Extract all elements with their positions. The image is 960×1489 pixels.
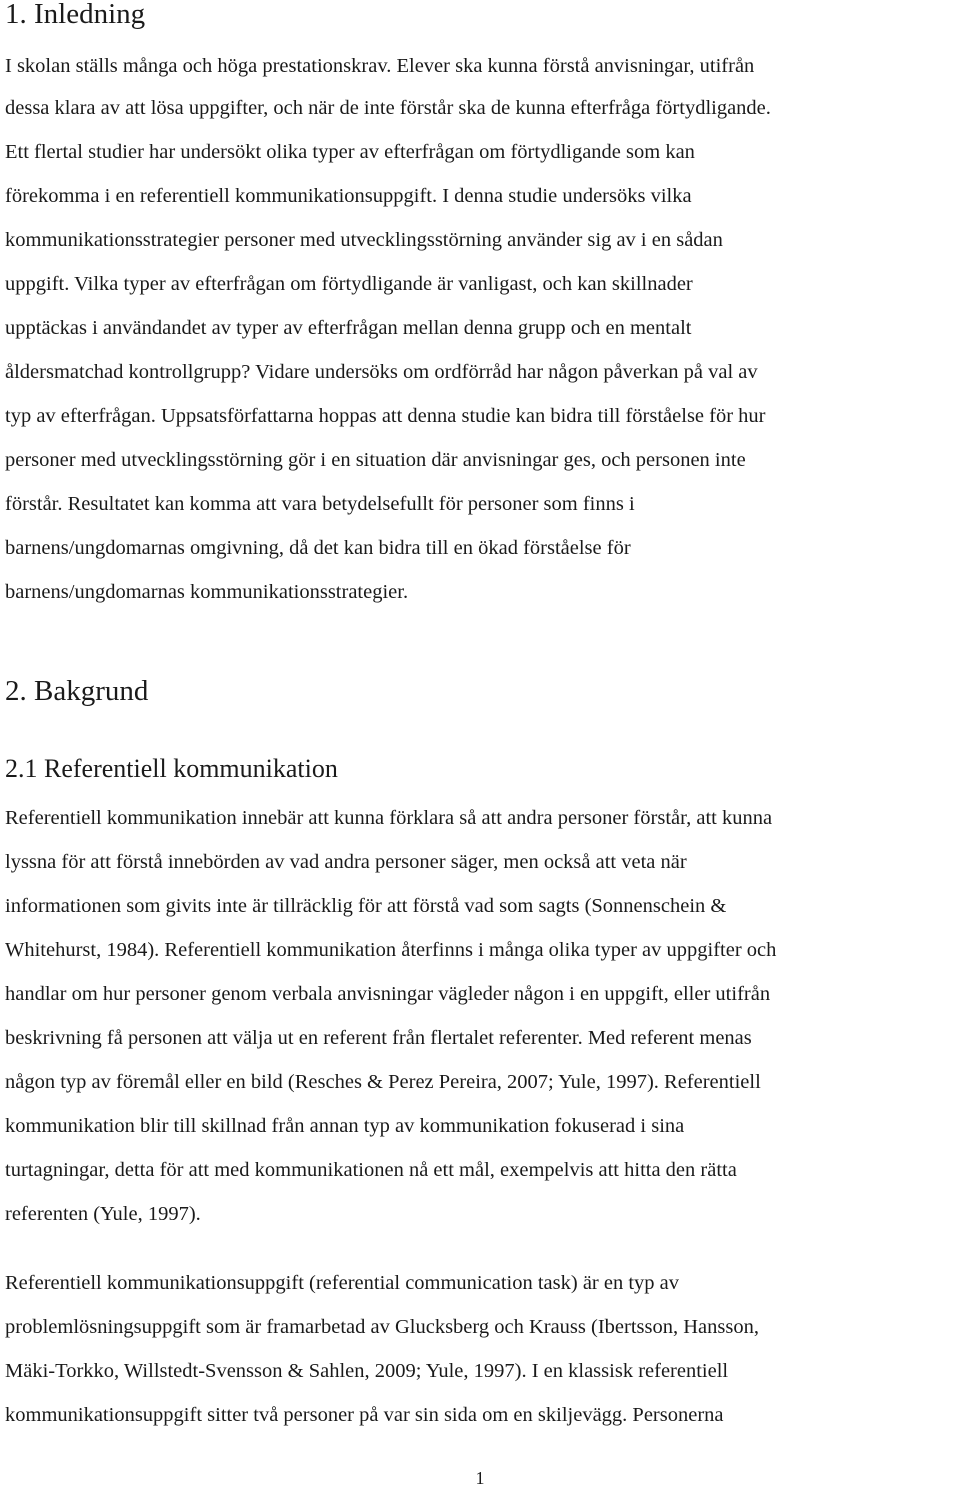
text-line: typ av efterfrågan. Uppsatsförfattarna hoppas att denna studie kan bidra till förståelse för hur	[5, 405, 766, 427]
text-line: någon typ av föremål eller en bild (Resches & Perez Pereira, 2007; Yule, 1997). Referentiell	[5, 1071, 761, 1093]
section-heading-bakgrund: 2. Bakgrund	[5, 675, 149, 707]
text-line: förstår. Resultatet kan komma att vara betydelsefullt för personer som finns i	[5, 493, 635, 515]
text-line: åldersmatchad kontrollgrupp? Vidare undersöks om ordförråd har någon påverkan på val av	[5, 361, 758, 383]
text-line: Whitehurst, 1984). Referentiell kommunikation återfinns i många olika typer av uppgifter och	[5, 939, 777, 961]
page-number: 1	[475, 1468, 485, 1488]
text-line: kommunikationsuppgift sitter två personer på var sin sida om en skiljevägg. Personerna	[5, 1404, 724, 1426]
text-line: Ett flertal studier har undersökt olika typer av efterfrågan om förtydligande som kan	[5, 141, 695, 163]
text-line: Referentiell kommunikationsuppgift (referential communication task) är en typ av	[5, 1272, 680, 1294]
text-line: beskrivning få personen att välja ut en referent från flertalet referenter. Med referent menas	[5, 1027, 752, 1049]
text-line: barnens/ungdomarnas omgivning, då det kan bidra till en ökad förståelse för	[5, 537, 631, 559]
text-line: förekomma i en referentiell kommunikationsuppgift. I denna studie undersöks vilka	[5, 185, 692, 207]
paragraph-inledning	[5, 46, 960, 614]
text-line: problemlösningsuppgift som är framarbetad av Glucksberg och Krauss (Ibertsson, Hansson,	[5, 1316, 759, 1338]
text-line: Referentiell kommunikation innebär att kunna förklara så att andra personer förstår, att kunna	[5, 807, 773, 829]
text-line: upptäckas i användandet av typer av efterfrågan mellan denna grupp och en mentalt	[5, 317, 692, 339]
text-line: Mäki-Torkko, Willstedt-Svensson & Sahlen, 2009; Yule, 1997). I en klassisk referentiell	[5, 1360, 729, 1382]
subsection-heading-referentiell-kommunikation: 2.1 Referentiell kommunikation	[5, 754, 338, 783]
text-line: personer med utvecklingsstörning gör i en situation där anvisningar ges, och personen inte	[5, 449, 746, 471]
text-line: kommunikation blir till skillnad från annan typ av kommunikation fokuserad i sina	[5, 1115, 685, 1137]
section-heading-inledning: 1. Inledning	[5, 0, 146, 30]
text-line: dessa klara av att lösa uppgifter, och när de inte förstår ska de kunna efterfråga förtydligande.	[5, 97, 771, 119]
paragraph-kommunikationsuppgift	[5, 1261, 960, 1437]
text-line: kommunikationsstrategier personer med utvecklingsstörning använder sig av i en sådan	[5, 229, 723, 251]
text-line: informationen som givits inte är tillräcklig för att förstå vad som sagts (Sonnenschein &	[5, 895, 727, 917]
paragraph-referentiell-kommunikation	[5, 796, 960, 1236]
text-line: uppgift. Vilka typer av efterfrågan om förtydligande är vanligast, och kan skillnader	[5, 273, 693, 295]
text-line: barnens/ungdomarnas kommunikationsstrategier.	[5, 581, 409, 603]
text-line: turtagningar, detta för att med kommunikationen nå ett mål, exempelvis att hitta den rätta	[5, 1159, 737, 1181]
text-line: handlar om hur personer genom verbala anvisningar vägleder någon i en uppgift, eller utifrån	[5, 983, 771, 1005]
text-line: referenten (Yule, 1997).	[5, 1203, 201, 1225]
text-line: I skolan ställs många och höga prestationskrav. Elever ska kunna förstå anvisningar, utifrån	[5, 55, 755, 77]
text-line: lyssna för att förstå innebörden av vad andra personer säger, men också att veta när	[5, 851, 687, 873]
